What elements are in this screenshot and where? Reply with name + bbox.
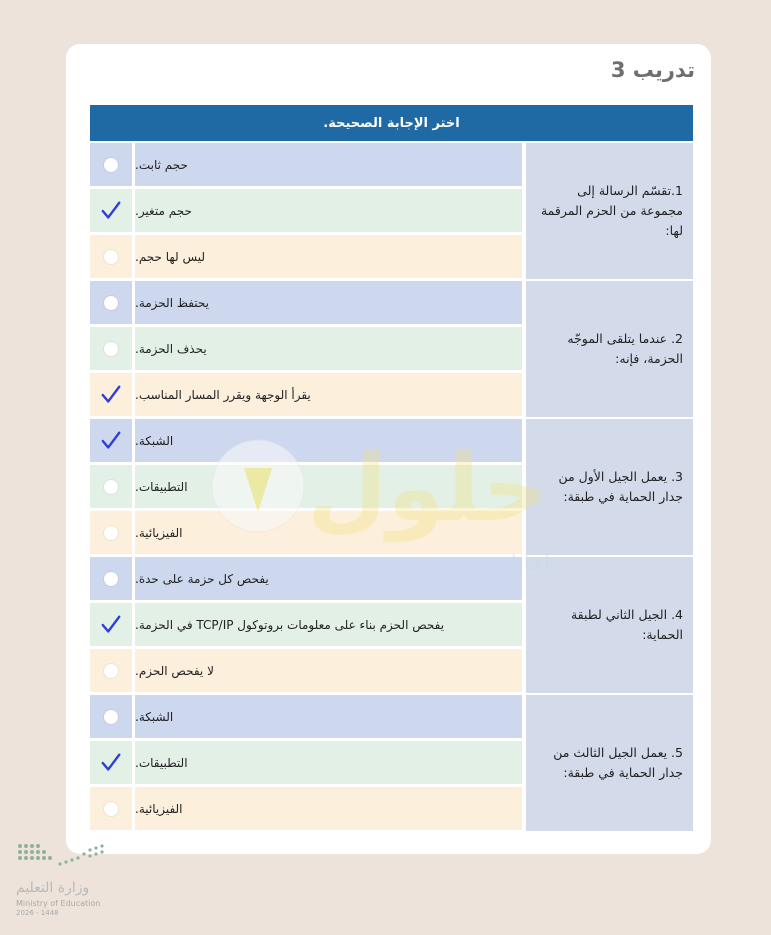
question-text: 4. الجيل الثاني لطبقة الحماية: bbox=[526, 557, 693, 693]
ministry-years: 2026 - 1448 bbox=[16, 909, 59, 917]
ministry-logo bbox=[14, 840, 110, 880]
radio-empty-icon[interactable] bbox=[104, 664, 118, 678]
question-group-1 bbox=[90, 143, 693, 279]
ministry-name-en: Ministry of Education bbox=[16, 899, 101, 908]
option-label[interactable]: يفحص كل حزمة على حدة. bbox=[135, 557, 522, 600]
question-group-4 bbox=[90, 557, 693, 693]
question-text: 2. عندما يتلقى الموجّه الحزمة، فإنه: bbox=[526, 281, 693, 417]
option-radio[interactable] bbox=[90, 787, 132, 830]
option-label[interactable]: ليس لها حجم. bbox=[135, 235, 522, 278]
question-text: 3. يعمل الجيل الأول من جدار الحماية في طبقة: bbox=[526, 419, 693, 555]
option-label[interactable]: يقرأ الوجهة ويقرر المسار المناسب. bbox=[135, 373, 522, 416]
option-label[interactable]: الفيزيائية. bbox=[135, 511, 522, 554]
question-text: 5. يعمل الجيل الثالث من جدار الحماية في طبقة: bbox=[526, 695, 693, 831]
radio-empty-icon[interactable] bbox=[104, 526, 118, 540]
checkmark-icon[interactable] bbox=[100, 430, 122, 452]
option-label[interactable]: الشبكة. bbox=[135, 419, 522, 462]
watermark-sub: إجابات bbox=[490, 551, 550, 570]
option-radio[interactable] bbox=[90, 649, 132, 692]
radio-empty-icon[interactable] bbox=[104, 710, 118, 724]
exercise-title: تدريب 3 bbox=[610, 58, 695, 82]
option-label[interactable]: يفحص الحزم بناء على معلومات بروتوكول TCP/IP في الحزمة. bbox=[135, 603, 522, 646]
watermark-icon bbox=[210, 420, 550, 570]
ministry-logo-icon bbox=[14, 840, 110, 876]
checkmark-icon[interactable] bbox=[100, 614, 122, 636]
radio-empty-icon[interactable] bbox=[104, 572, 118, 586]
option-radio[interactable] bbox=[90, 281, 132, 324]
option-radio[interactable] bbox=[90, 465, 132, 508]
option-radio[interactable] bbox=[90, 557, 132, 600]
question-text: 1.تقسّم الرسالة إلى مجموعة من الحزم المرقمة لها: bbox=[526, 143, 693, 279]
option-label[interactable]: لا يفحص الحزم. bbox=[135, 649, 522, 692]
option-radio[interactable] bbox=[90, 143, 132, 186]
instruction-header: اختر الإجابة الصحيحة. bbox=[90, 105, 693, 141]
option-label[interactable]: حجم متغير. bbox=[135, 189, 522, 232]
radio-empty-icon[interactable] bbox=[104, 480, 118, 494]
radio-empty-icon[interactable] bbox=[104, 342, 118, 356]
option-label[interactable]: الشبكة. bbox=[135, 695, 522, 738]
option-label[interactable]: الفيزيائية. bbox=[135, 787, 522, 830]
checkmark-icon[interactable] bbox=[100, 752, 122, 774]
question-group-5 bbox=[90, 695, 693, 831]
option-radio[interactable] bbox=[90, 741, 132, 784]
option-label[interactable]: يحتفظ الحزمة. bbox=[135, 281, 522, 324]
radio-empty-icon[interactable] bbox=[104, 802, 118, 816]
watermark-brand: حلول bbox=[307, 435, 549, 542]
option-radio[interactable] bbox=[90, 327, 132, 370]
option-radio[interactable] bbox=[90, 511, 132, 554]
checkmark-icon[interactable] bbox=[100, 200, 122, 222]
checkmark-icon[interactable] bbox=[100, 384, 122, 406]
radio-empty-icon[interactable] bbox=[104, 158, 118, 172]
option-radio[interactable] bbox=[90, 373, 132, 416]
radio-empty-icon[interactable] bbox=[104, 250, 118, 264]
option-radio[interactable] bbox=[90, 603, 132, 646]
option-label[interactable]: يحذف الحزمة. bbox=[135, 327, 522, 370]
option-radio[interactable] bbox=[90, 235, 132, 278]
option-radio[interactable] bbox=[90, 189, 132, 232]
option-label[interactable]: حجم ثابت. bbox=[135, 143, 522, 186]
radio-empty-icon[interactable] bbox=[104, 296, 118, 310]
option-label[interactable]: التطبيقات. bbox=[135, 465, 522, 508]
question-group-2 bbox=[90, 281, 693, 417]
option-radio[interactable] bbox=[90, 419, 132, 462]
ministry-name-ar: وزارة التعليم bbox=[16, 880, 90, 896]
watermark-logo bbox=[210, 420, 550, 574]
option-label[interactable]: التطبيقات. bbox=[135, 741, 522, 784]
option-radio[interactable] bbox=[90, 695, 132, 738]
